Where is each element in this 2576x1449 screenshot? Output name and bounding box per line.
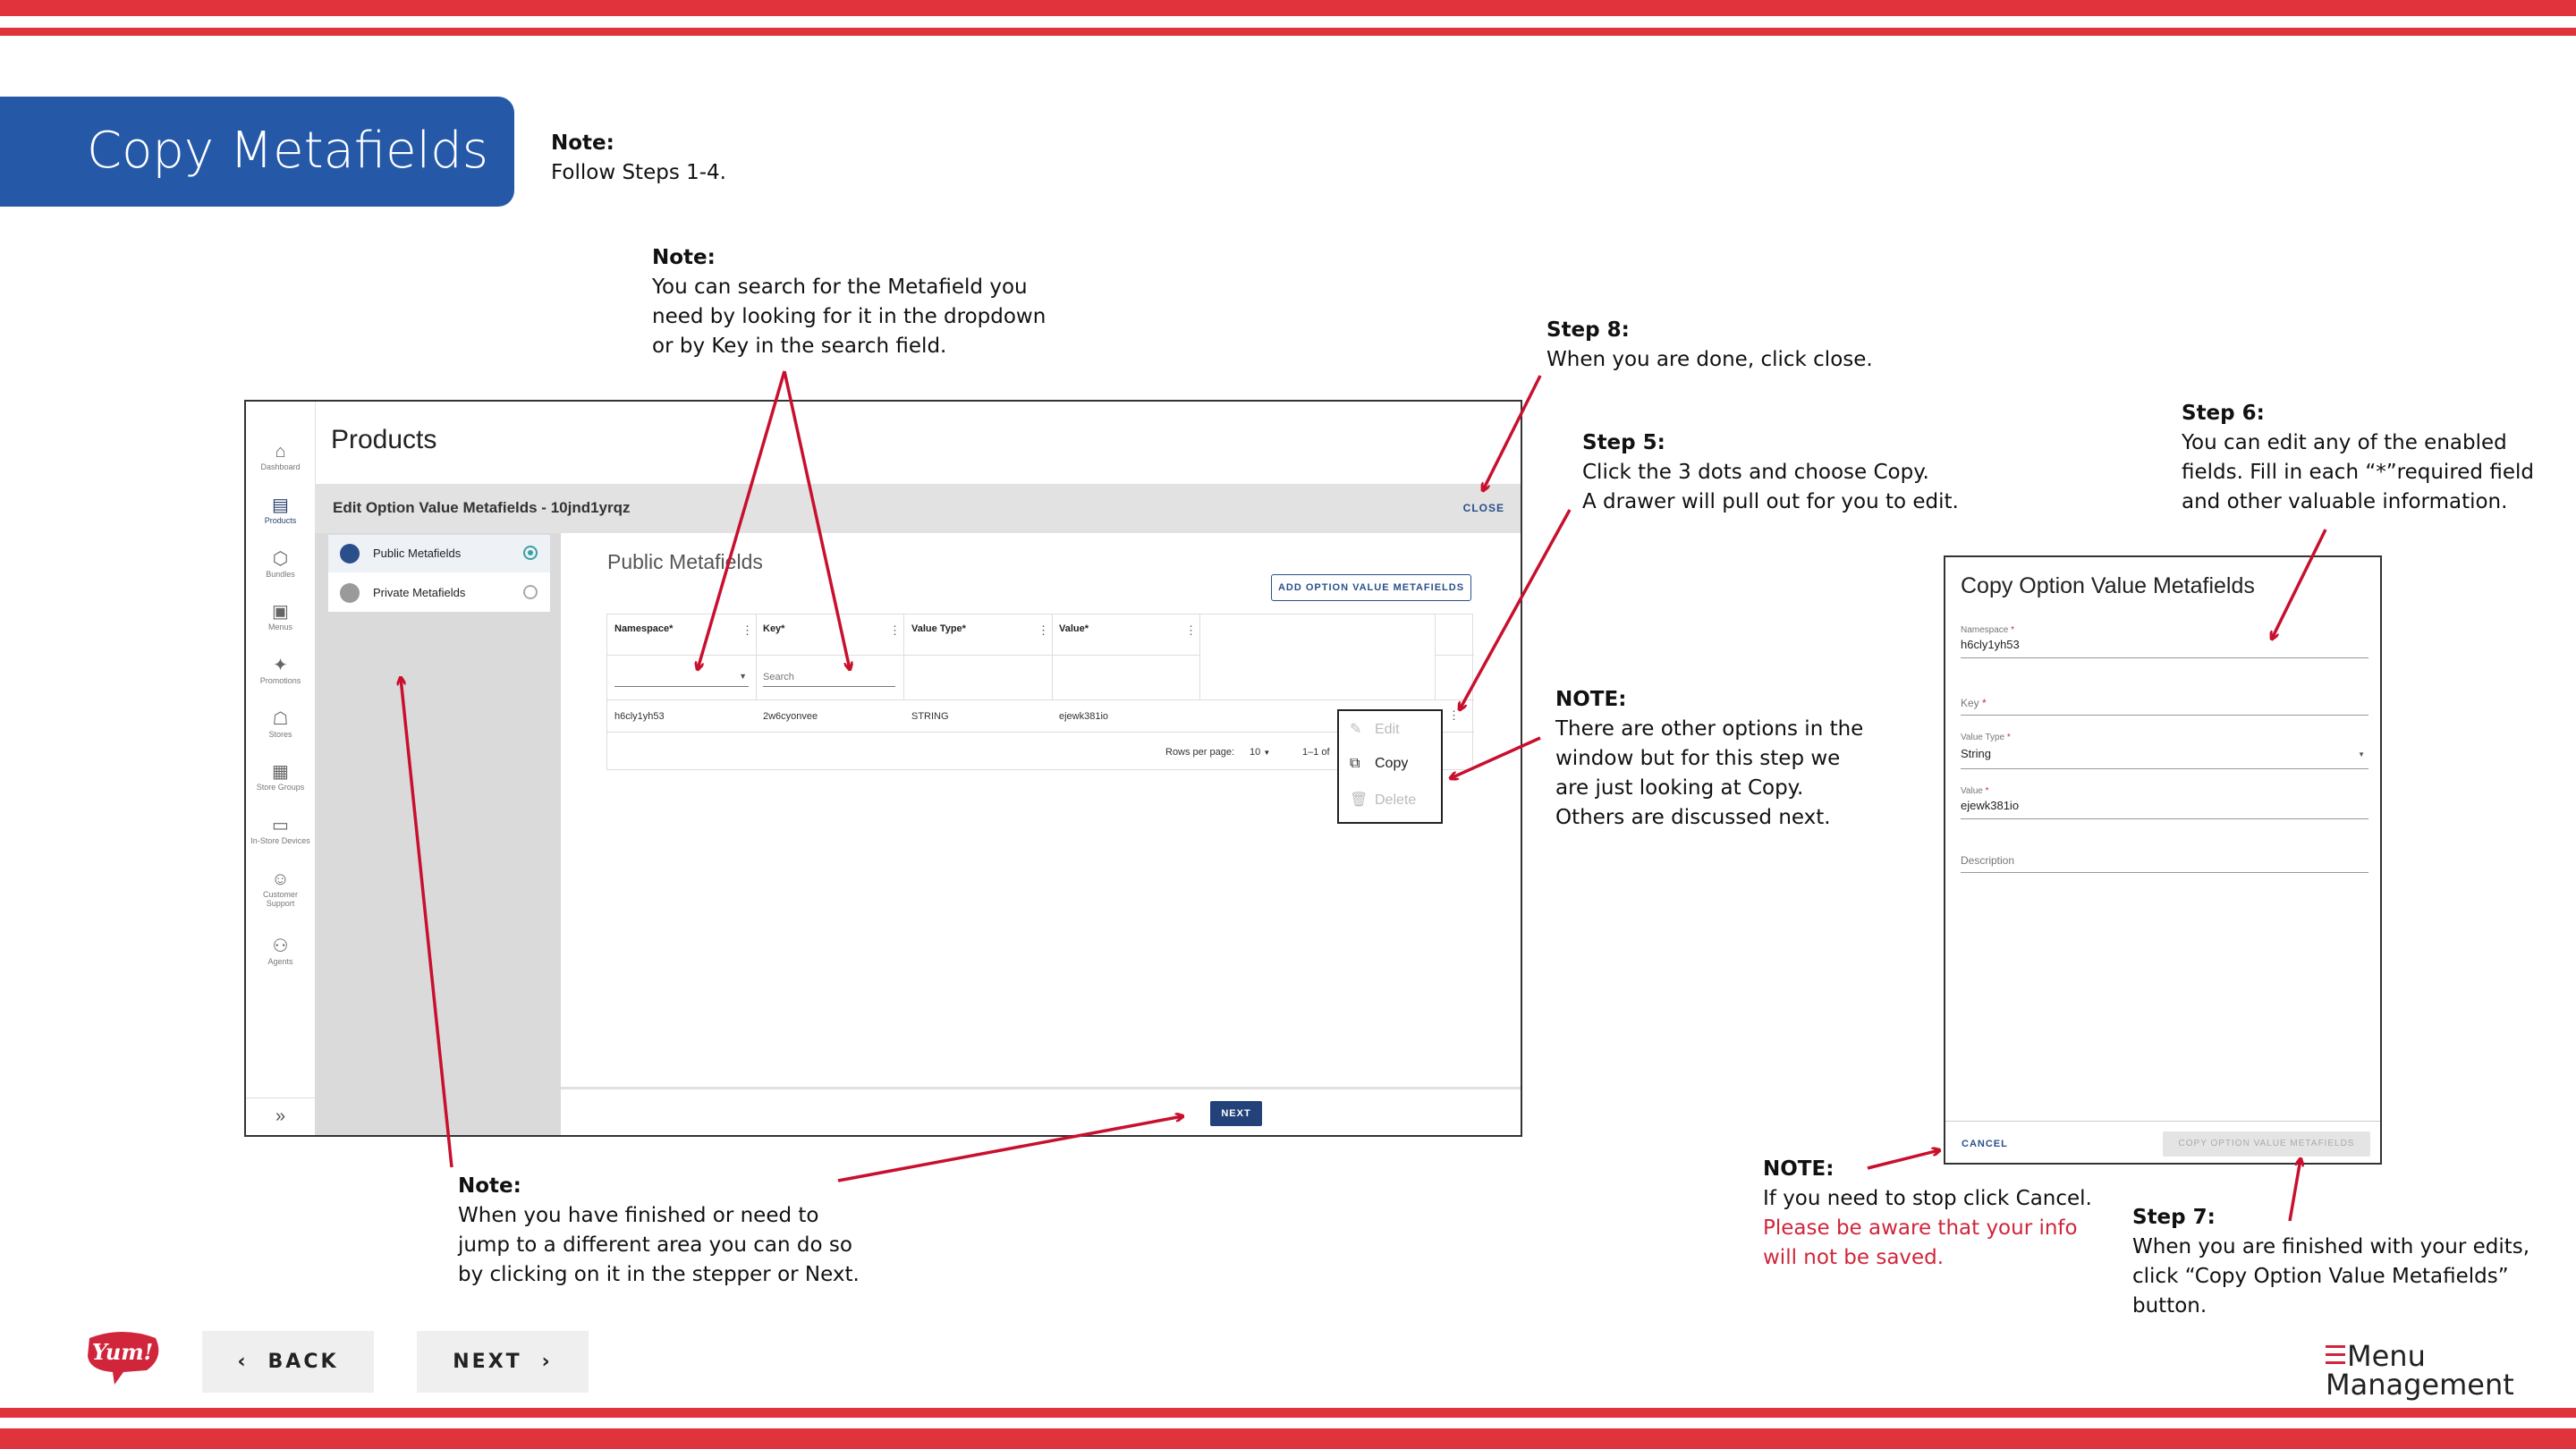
stepper-item-public-metafields[interactable] (328, 535, 550, 572)
next-button[interactable]: NEXT › (417, 1331, 589, 1393)
people-icon (340, 583, 360, 603)
edit-header-title: Edit Option Value Metafields - 10jnd1yrqz (333, 499, 631, 516)
stepper-label: Private Metafields (373, 586, 466, 599)
bottom-stripe-1 (0, 1408, 2576, 1418)
stepper-panel (315, 533, 561, 1135)
column-menu-icon[interactable]: ⋮ (1185, 623, 1197, 637)
row-actions-icon[interactable]: ⋮ (1448, 708, 1460, 722)
rail-products[interactable]: ▤ Products (246, 495, 315, 525)
key-search-input[interactable] (763, 668, 895, 687)
rows-per-page-select[interactable]: 10 ▼ (1250, 747, 1271, 758)
add-metafields-button[interactable]: ADD OPTION VALUE METAFIELDS (1271, 574, 1471, 601)
field-label: Key * (1961, 697, 1987, 709)
chevron-right-icon: › (541, 1351, 553, 1373)
drawer-title: Copy Option Value Metafields (1961, 573, 2255, 598)
col-key[interactable]: Key* (763, 623, 785, 634)
section-title: Public Metafields (607, 550, 763, 573)
copy-icon: ⧉ (1350, 756, 1360, 771)
expand-rail-icon[interactable]: » (246, 1097, 315, 1136)
column-menu-icon[interactable]: ⋮ (1038, 623, 1049, 637)
grid-icon: ▦ (272, 762, 289, 782)
box-icon: ▤ (272, 496, 289, 515)
rail-stores[interactable]: ☖ Stores (246, 708, 315, 739)
rail-dashboard[interactable]: ⌂ Dashboard (246, 441, 315, 471)
col-value-type[interactable]: Value Type* (911, 623, 966, 634)
list-icon (340, 544, 360, 564)
svg-text:Yum!: Yum! (91, 1339, 154, 1365)
key-field[interactable] (1961, 693, 2368, 716)
menu-edit[interactable]: ✎ Edit (1350, 722, 1400, 737)
drawer-divider (1945, 1121, 2380, 1122)
value-field[interactable] (1961, 786, 2368, 819)
col-namespace[interactable]: Namespace* (614, 623, 674, 634)
menu-copy[interactable]: ⧉ Copy (1350, 756, 1409, 771)
close-button[interactable]: CLOSE (1462, 502, 1504, 514)
menu-delete[interactable]: 🗑 Delete (1350, 792, 1417, 808)
field-label: Description (1961, 854, 2015, 867)
store-icon: ☖ (272, 709, 289, 729)
copy-metafields-button[interactable]: COPY OPTION VALUE METAFIELDS (2163, 1131, 2370, 1157)
chevron-down-icon: ▼ (2358, 750, 2365, 758)
support-icon: ☺ (271, 869, 290, 889)
divider (561, 1087, 1521, 1089)
rail-customer-support[interactable]: ☺ Customer Support (246, 869, 315, 908)
top-stripe-2 (0, 28, 2576, 36)
cube-icon: ⬡ (272, 549, 289, 569)
note-search: Note: You can search for the Metafield you need by looking for it in the dropdown or by Key in the search field. (652, 246, 1046, 358)
warning-text: Please be aware that your info (1763, 1216, 2078, 1240)
back-button[interactable]: ‹ BACK (202, 1331, 374, 1393)
menu-management-logo: Menu Management (2326, 1339, 2514, 1402)
cancel-button[interactable]: CANCEL (1962, 1139, 2008, 1149)
trash-icon: 🗑 (1350, 792, 1368, 808)
menu-bars-icon (2326, 1345, 2345, 1369)
step-7-note: Step 7: When you are finished with your edits, click “Copy Option Value Metafields” button. (2132, 1206, 2530, 1318)
note-cancel: NOTE: If you need to stop click Cancel. Please be aware that your info will not be saved. (1763, 1155, 2092, 1273)
rail-bundles[interactable]: ⬡ Bundles (246, 548, 315, 579)
namespace-field[interactable] (1961, 625, 2368, 658)
app-screenshot (244, 400, 1522, 1137)
field-label: Value * (1961, 786, 1989, 796)
column-menu-icon[interactable]: ⋮ (741, 623, 753, 637)
field-value: h6cly1yh53 (1961, 638, 2020, 651)
col-value[interactable]: Value* (1059, 623, 1089, 634)
stepper-card (328, 535, 550, 612)
copy-drawer (1944, 555, 2382, 1165)
step-5-note: Step 5: Click the 3 dots and choose Copy. A drawer will pull out for you to edit. (1582, 431, 1959, 513)
namespace-filter-dropdown[interactable] (614, 670, 749, 687)
tag-icon: ✦ (273, 656, 288, 675)
radio-selected[interactable] (523, 546, 538, 560)
stepper-item-private-metafields[interactable] (328, 574, 550, 612)
rail-promotions[interactable]: ✦ Promotions (246, 655, 315, 685)
chevron-left-icon: ‹ (237, 1351, 249, 1373)
row-actions-menu (1337, 709, 1443, 824)
column-menu-icon[interactable]: ⋮ (889, 623, 901, 637)
radio-unselected[interactable] (523, 585, 538, 599)
yum-logo (84, 1331, 161, 1385)
app-next-button[interactable]: NEXT (1210, 1101, 1262, 1126)
top-stripe-1 (0, 0, 2576, 16)
chevron-down-icon: ▼ (739, 672, 747, 681)
rail-in-store-devices[interactable]: ▭ In-Store Devices (246, 815, 315, 845)
pagination-range: 1–1 of (1302, 747, 1330, 758)
cell-key: 2w6cyonvee (763, 711, 818, 722)
field-value: String (1961, 747, 1991, 760)
cell-value: ejewk381io (1059, 711, 1109, 722)
value-type-select[interactable] (1961, 733, 2368, 769)
cell-namespace: h6cly1yh53 (614, 711, 665, 722)
step-6-note: Step 6: You can edit any of the enabled fields. Fill in each “*”required field and other valuable information. (2182, 402, 2534, 513)
rail-agents[interactable]: ⚇ Agents (246, 936, 315, 966)
warning-text: will not be saved. (1763, 1246, 1945, 1269)
edit-header-bar (315, 484, 1521, 533)
slide-title: Copy Metafields (87, 122, 488, 180)
field-label: Namespace * (1961, 625, 2015, 635)
field-value: ejewk381io (1961, 799, 2020, 812)
rail-menus[interactable]: ▣ Menus (246, 601, 315, 631)
chevron-down-icon: ▼ (1263, 749, 1271, 757)
document-icon: ▣ (272, 602, 289, 622)
bottom-stripe-2 (0, 1428, 2576, 1449)
home-icon: ⌂ (275, 442, 286, 462)
monitor-icon: ▭ (272, 816, 289, 835)
nav-rail (246, 402, 316, 1135)
cell-value-type: STRING (911, 711, 949, 722)
edit-icon: ✎ (1350, 722, 1362, 737)
page-title: Products (331, 425, 437, 454)
field-label: Value Type * (1961, 733, 2011, 742)
step-8-note: Step 8: When you are done, click close. (1546, 318, 1873, 371)
stepper-label: Public Metafields (373, 547, 462, 560)
people-icon: ⚇ (272, 936, 289, 956)
note-follow-steps: Note: Follow Steps 1-4. (551, 131, 726, 184)
rows-per-page-label: Rows per page: (1165, 747, 1235, 758)
note-other-options: NOTE: There are other options in the window but for this step we are just looking at Copy. Others are discussed next. (1555, 688, 1864, 829)
rail-store-groups[interactable]: ▦ Store Groups (246, 761, 315, 792)
note-stepper: Note: When you have finished or need to jump to a different area you can do so by clicking on it in the stepper or Next. (458, 1174, 860, 1286)
description-field[interactable] (1961, 851, 2368, 873)
